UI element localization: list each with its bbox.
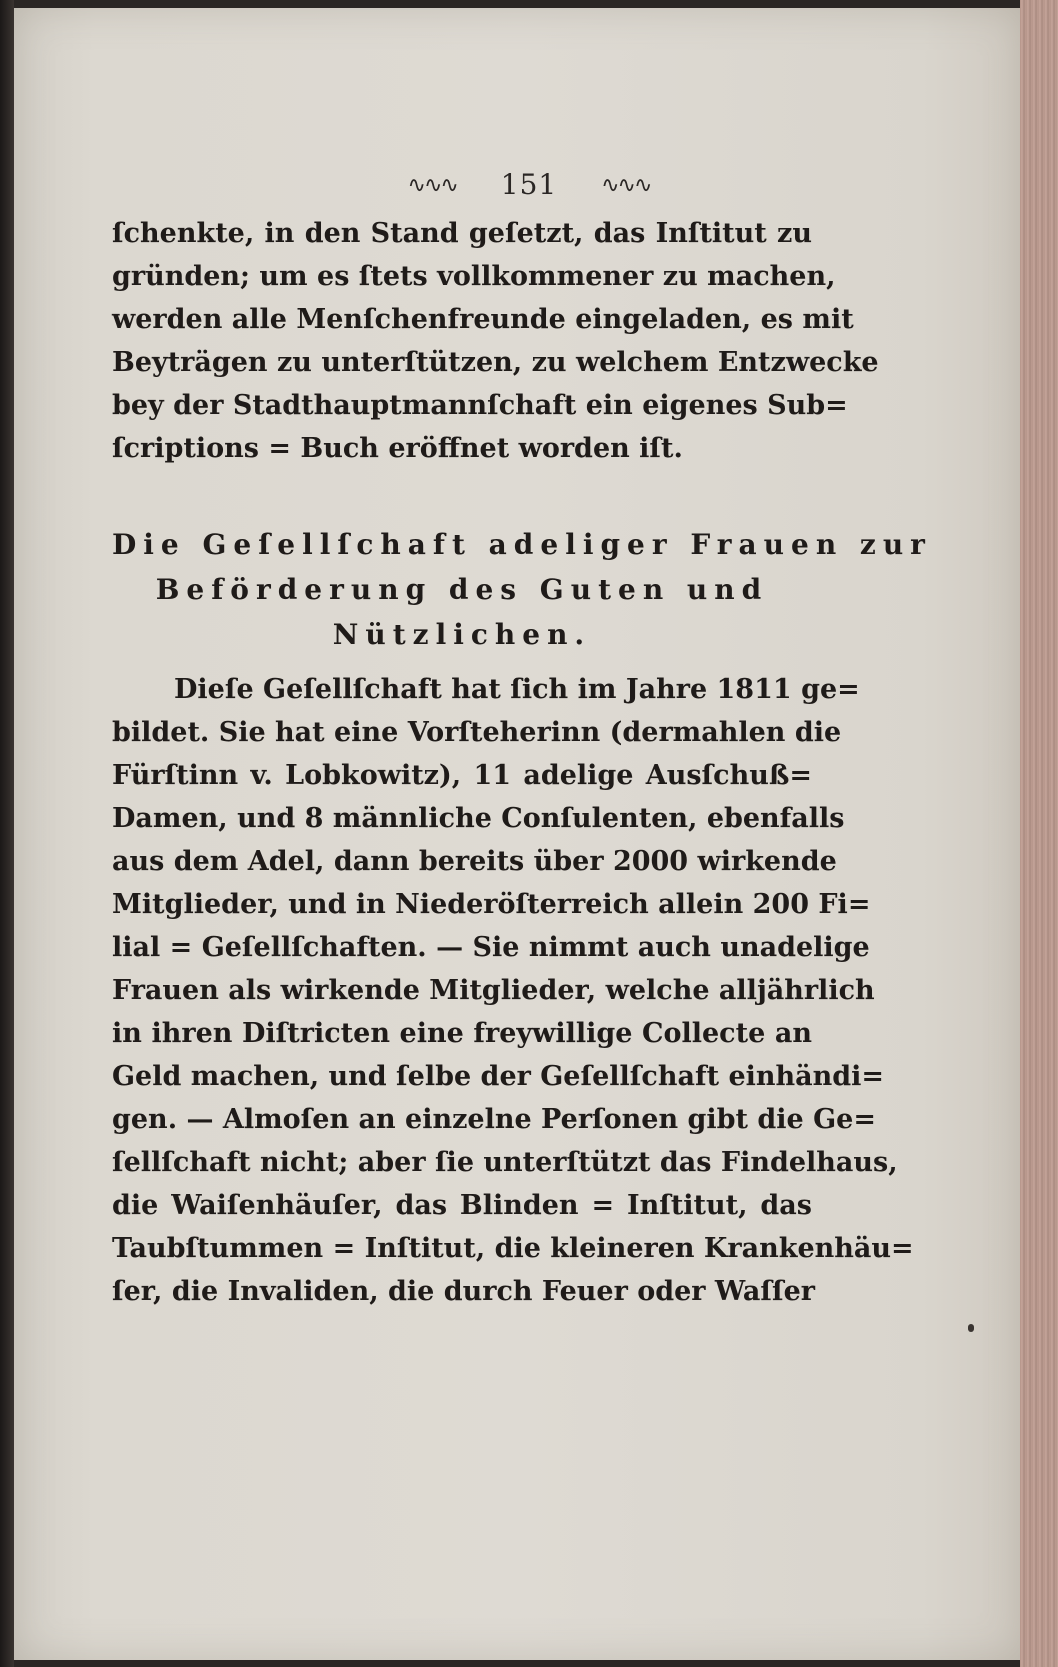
text-line: gen. — Almoſen an einzelne Perſonen gibt die Ge= <box>112 1104 876 1135</box>
text-line: Beyträgen zu unterſtützen, zu welchem Entzwecke <box>112 347 879 378</box>
paragraph-continued <box>112 212 879 470</box>
text-line: Damen, und 8 männliche Conſulenten, ebenfalls <box>112 803 845 834</box>
text-line: Taubſtummen = Inſtitut, die kleineren Krankenhäu= <box>112 1233 914 1264</box>
text-line: bildet. Sie hat eine Vorſteherinn (dermahlen die <box>112 717 842 748</box>
book-gutter-shadow <box>0 0 14 1667</box>
text-line: die Waiſenhäuſer, das Blinden = Inſtitut, das <box>112 1190 812 1221</box>
text-line: Fürſtinn v. Lobkowitz), 11 adelige Ausſchuß= <box>112 760 812 791</box>
text-line: ſellſchaft nicht; aber ſie unterſtützt das Findelhaus, <box>112 1147 898 1178</box>
heading-line: Beförderung des Guten und <box>155 573 769 606</box>
text-line: ſcriptions = Buch eröffnet worden iſt. <box>112 433 683 464</box>
running-head <box>0 168 1058 201</box>
page-edges <box>1020 0 1058 1667</box>
text-line: ſchenkte, in den Stand geſetzt, das Inſtitut zu <box>112 218 812 249</box>
section-heading <box>112 522 932 657</box>
heading-line: Nützlichen. <box>332 618 592 651</box>
text-line: in ihren Diſtricten eine freywillige Collecte an <box>112 1018 812 1049</box>
heading-line: Die Geſellſchaft adeliger Frauen zur <box>112 528 932 561</box>
text-line: aus dem Adel, dann bereits über 2000 wirkende <box>112 846 837 877</box>
text-line: lial = Geſellſchaften. — Sie nimmt auch unadelige <box>112 932 870 963</box>
paragraph-society <box>112 668 914 1313</box>
text-line: Mitglieder, und in Niederöſterreich allein 200 Fi= <box>112 889 871 920</box>
text-line: Dieſe Geſellſchaft hat ſich im Jahre 1811 ge= <box>174 674 860 705</box>
text-line: bey der Stadthauptmannſchaft ein eigenes Sub= <box>112 390 848 421</box>
text-line: werden alle Menſchenfreunde eingeladen, es mit <box>112 304 854 335</box>
ink-spot <box>968 1324 974 1332</box>
text-line: gründen; um es ſtets vollkommener zu machen, <box>112 261 836 292</box>
page-number: 151 <box>500 168 558 201</box>
text-line: ſer, die Invaliden, die durch Feuer oder Waſſer <box>112 1276 816 1307</box>
text-line: Geld machen, und ſelbe der Geſellſchaft einhändi= <box>112 1061 885 1092</box>
text-line: Frauen als wirkende Mitglieder, welche alljährlich <box>112 975 875 1006</box>
ornament-right: ∿∿∿ <box>601 173 651 198</box>
ornament-left: ∿∿∿ <box>407 173 457 198</box>
